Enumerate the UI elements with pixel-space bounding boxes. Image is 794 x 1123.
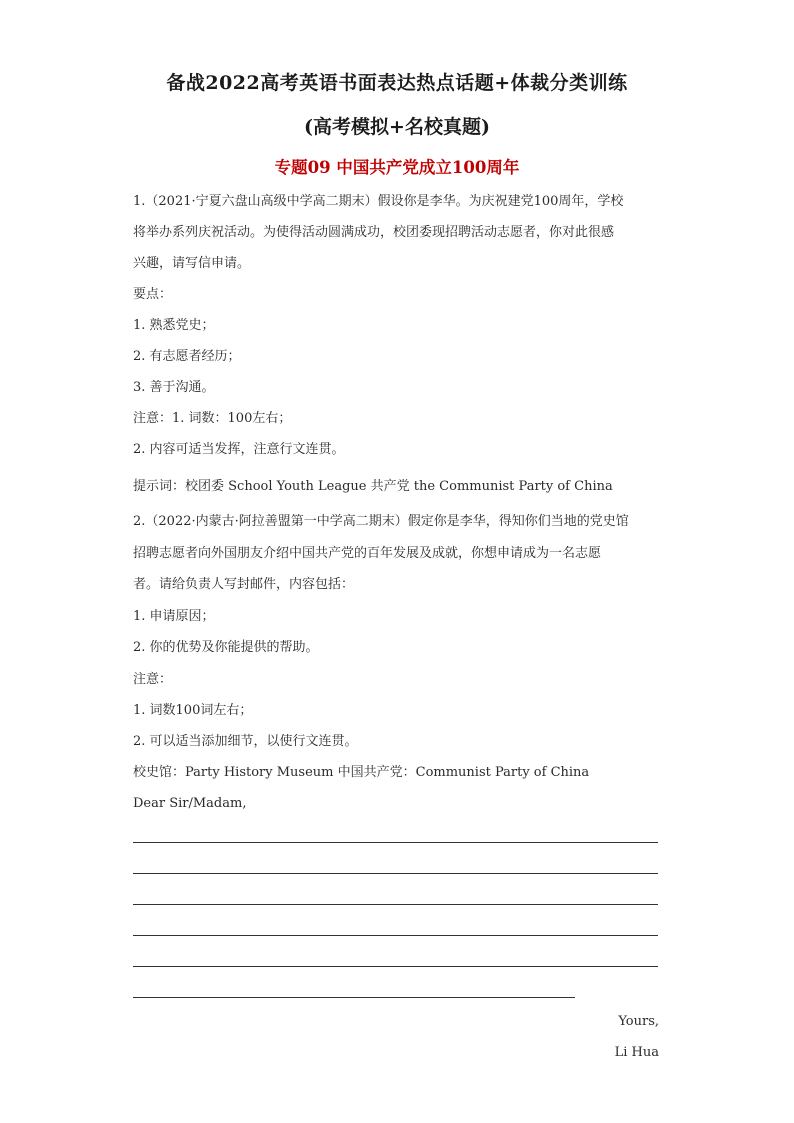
- answer-line[interactable]: [133, 997, 575, 998]
- answer-line[interactable]: [133, 904, 658, 905]
- letter-closing: Yours,: [618, 1014, 659, 1029]
- q2-note-1: 1. 词数100词左右；: [133, 703, 253, 718]
- answer-line[interactable]: [133, 842, 658, 843]
- q1-prompt-line1: 1.（2021·宁夏六盘山高级中学高二期末）假设你是李华。为庆祝建党100周年，学校: [133, 194, 624, 209]
- q1-point-1: 1. 熟悉党史；: [133, 318, 215, 333]
- document-subtitle: (高考模拟+名校真题): [304, 116, 490, 138]
- q2-note-label: 注意：: [133, 672, 173, 687]
- q2-note-2: 2. 可以适当添加细节，以使行文连贯。: [133, 734, 358, 749]
- answer-line[interactable]: [133, 935, 658, 936]
- q1-hint-words: 提示词：校团委 School Youth League 共产党 the Communist Party of China: [133, 479, 613, 494]
- document-title: 备战2022高考英语书面表达热点话题+体裁分类训练: [166, 72, 628, 94]
- q1-note-2: 2. 内容可适当发挥，注意行文连贯。: [133, 442, 345, 457]
- q1-points-label: 要点：: [133, 287, 173, 302]
- answer-line[interactable]: [133, 873, 658, 874]
- q2-prompt-line1: 2.（2022·内蒙古·阿拉善盟第一中学高二期末）假定你是李华，得知你们当地的党史馆: [133, 514, 629, 529]
- letter-greeting: Dear Sir/Madam,: [133, 796, 247, 811]
- letter-signature: Li Hua: [614, 1045, 659, 1060]
- q2-item-1: 1. 申请原因；: [133, 609, 215, 624]
- q2-prompt-line2: 招聘志愿者向外国朋友介绍中国共产党的百年发展及成就，你想申请成为一名志愿: [133, 546, 602, 561]
- topic-heading: 专题09 中国共产党成立100周年: [274, 158, 520, 177]
- q2-item-2: 2. 你的优势及你能提供的帮助。: [133, 640, 319, 655]
- q1-point-3: 3. 善于沟通。: [133, 380, 215, 395]
- q2-hint-words: 校史馆：Party History Museum 中国共产党：Communist Party of China: [133, 765, 590, 780]
- q2-prompt-line3: 者。请给负责人写封邮件，内容包括：: [133, 577, 355, 592]
- q1-prompt-line2: 将举办系列庆祝活动。为使得活动圆满成功，校团委现招聘活动志愿者，你对此很感: [133, 225, 615, 240]
- q1-point-2: 2. 有志愿者经历；: [133, 349, 241, 364]
- q1-note-1: 注意：1. 词数：100左右；: [133, 411, 292, 426]
- answer-line[interactable]: [133, 966, 658, 967]
- q1-prompt-line3: 兴趣，请写信申请。: [133, 256, 251, 271]
